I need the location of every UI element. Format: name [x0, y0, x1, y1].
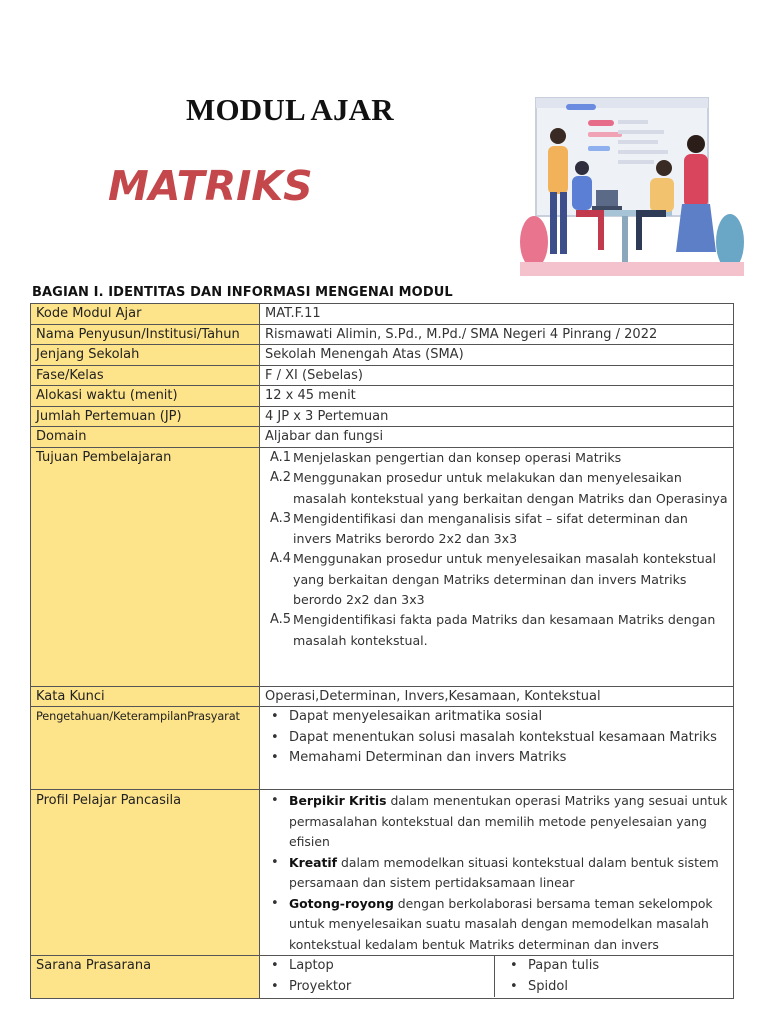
objective-item	[265, 509, 728, 550]
objective-code: A.5	[270, 612, 292, 628]
row-nama	[31, 325, 734, 345]
objective-item	[265, 448, 728, 468]
module-title: MODUL AJAR	[186, 92, 394, 127]
facilities-columns	[260, 956, 733, 997]
label-profil: Profil Pelajar Pancasila	[31, 790, 260, 956]
objective-item	[265, 549, 728, 610]
list-item: • Laptop	[289, 956, 494, 977]
module-subtitle: MATRIKS	[108, 162, 313, 210]
objective-item	[265, 468, 728, 509]
row-sarana	[31, 956, 734, 999]
objective-text: Menggunakan prosedur untuk menyelesaikan masalah kontekstual yang berkaitan dengan Matriks determinan dan invers Matriks berordo 2x2 dan 3x3	[293, 551, 716, 608]
list-item: • Memahami Determinan dan invers Matriks	[289, 748, 728, 769]
value-nama: Rismawati Alimin, S.Pd., M.Pd./ SMA Negeri 4 Pinrang / 2022	[260, 325, 734, 345]
row-profil	[31, 790, 734, 956]
module-identity-table	[30, 303, 734, 999]
value-kata-kunci: Operasi,Determinan, Invers,Kesamaan, Kontekstual	[260, 687, 734, 707]
profile-list	[265, 791, 728, 955]
label-jenjang: Jenjang Sekolah	[31, 345, 260, 366]
label-fase: Fase/Kelas	[31, 366, 260, 386]
objective-code: A.1	[270, 450, 292, 465]
value-alokasi: 12 x 45 menit	[260, 386, 734, 407]
value-tujuan	[260, 448, 734, 687]
list-item	[289, 853, 728, 894]
list-item	[289, 791, 728, 853]
label-tujuan: Tujuan Pembelajaran	[31, 448, 260, 687]
row-fase	[31, 366, 734, 386]
row-jenjang	[31, 345, 734, 366]
team-meeting-illustration	[518, 92, 746, 276]
row-prasyarat	[31, 707, 734, 790]
list-item: • Dapat menyelesaikan aritmatika sosial	[289, 707, 728, 728]
profile-text: dengan berkolaborasi bersama teman sekelompok untuk menyelesaikan suatu masalah dengan memodelkan masalah kontekstual kedalam bentuk Matriks determinan dan invers	[289, 895, 713, 952]
value-jumlah: 4 JP x 3 Pertemuan	[260, 407, 734, 427]
row-alokasi	[31, 386, 734, 407]
facilities-list-right	[504, 956, 733, 997]
list-item: • Proyektor	[289, 977, 494, 998]
section-heading: BAGIAN I. IDENTITAS DAN INFORMASI MENGENAI MODUL	[32, 285, 453, 300]
profile-keyword: Gotong-royong	[289, 895, 394, 911]
row-jumlah	[31, 407, 734, 427]
objective-code: A.2	[270, 470, 292, 486]
label-domain: Domain	[31, 427, 260, 448]
prerequisite-list	[265, 707, 728, 769]
profile-keyword: Kreatif	[289, 854, 338, 870]
list-item: • Papan tulis	[528, 956, 733, 977]
value-kode: MAT.F.11	[260, 304, 734, 325]
objective-code: A.3	[270, 510, 292, 526]
label-nama: Nama Penyusun/Institusi/Tahun	[31, 325, 260, 345]
objective-text: Mengidentifikasi fakta pada Matriks dan kesamaan Matriks dengan masalah kontekstual.	[293, 612, 716, 648]
profile-text: dalam menentukan operasi Matriks yang sesuai untuk permasalahan kontekstual dan memilih metode penyelesaian yang efisien	[289, 793, 728, 849]
label-prasyarat: Pengetahuan/KeterampilanPrasyarat	[31, 707, 260, 790]
value-prasyarat	[260, 707, 734, 790]
list-item: • Spidol	[528, 977, 733, 998]
objective-text: Mengidentifikasi dan menganalisis sifat – sifat determinan dan invers Matriks berordo 2x2 dan 3x3	[293, 510, 688, 547]
value-fase: F / XI (Sebelas)	[260, 366, 734, 386]
objective-item	[265, 610, 728, 651]
objective-code: A.4	[270, 551, 292, 567]
row-domain	[31, 427, 734, 448]
value-jenjang: Sekolah Menengah Atas (SMA)	[260, 345, 734, 366]
list-item	[289, 894, 728, 956]
row-kata-kunci	[31, 687, 734, 707]
facilities-right	[494, 956, 733, 997]
label-alokasi: Alokasi waktu (menit)	[31, 386, 260, 407]
label-kata-kunci: Kata Kunci	[31, 687, 260, 707]
objective-text: Menjelaskan pengertian dan konsep operasi Matriks	[293, 450, 622, 465]
label-sarana: Sarana Prasarana	[31, 956, 260, 999]
value-domain: Aljabar dan fungsi	[260, 427, 734, 448]
profile-text: dalam memodelkan situasi kontekstual dalam bentuk sistem persamaan dan sistem pertidaksamaan linear	[289, 854, 719, 890]
row-kode	[31, 304, 734, 325]
facilities-left	[260, 956, 494, 997]
profile-keyword: Berpikir Kritis	[289, 793, 387, 808]
value-profil	[260, 790, 734, 956]
row-tujuan	[31, 448, 734, 687]
label-jumlah: Jumlah Pertemuan (JP)	[31, 407, 260, 427]
facilities-list-left	[265, 956, 494, 997]
objective-text: Menggunakan prosedur untuk melakukan dan menyelesaikan masalah kontekstual yang berkaitan dengan Matriks dan Operasinya	[293, 470, 728, 506]
list-item: • Dapat menentukan solusi masalah kontekstual kesamaan Matriks	[289, 728, 728, 749]
value-sarana	[260, 956, 734, 999]
label-kode: Kode Modul Ajar	[31, 304, 260, 325]
